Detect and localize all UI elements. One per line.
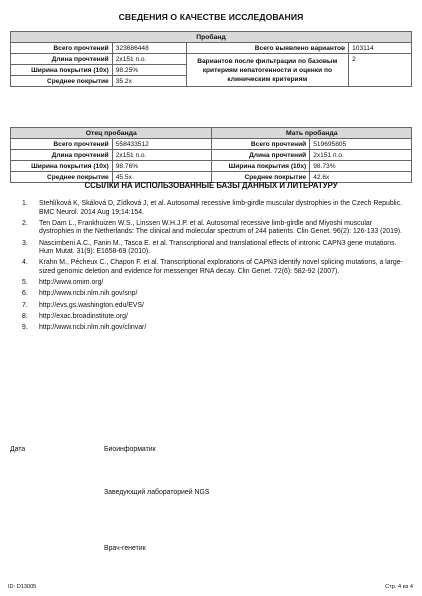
reference-number: 3.: [22, 239, 28, 247]
proband-quality-table: [10, 31, 412, 87]
proband-table-header: Пробанд: [11, 32, 412, 43]
father-total-reads-label: Всего прочтений: [11, 139, 113, 150]
reference-link[interactable]: http://exac.broadinstitute.org/: [39, 312, 128, 320]
mother-read-length-value: 2x151 п.о.: [310, 150, 412, 161]
page-title: СВЕДЕНИЯ О КАЧЕСТВЕ ИССЛЕДОВАНИЯ: [118, 12, 304, 22]
references-title: ССЫЛКИ НА ИСПОЛЬЗОВАННЫЕ БАЗЫ ДАННЫХ И ЛИТЕРАТУРУ: [84, 181, 338, 190]
reference-item: [22, 220, 407, 237]
reference-text: Krahn M., Pécheux C., Chapon F. et al. Transcriptional explorations of CAPN3 identify novel splicing mutations, a large-sized genomic deletion and evidence for messenger RNA decay. Clin Genet. 72(6): 582-92 (2007).: [39, 259, 403, 275]
reference-link[interactable]: http://evs.gs.washington.edu/EVS/: [39, 301, 144, 309]
reference-text: Ten Dam L., Frankhuizen W.S., Linssen W.H.J.P. et al. Autosomal recessive limb-girdle and Miyoshi muscular dystrophies in the Netherlands: The clinical and molecular spectrum of 244 patients. Clin Genet. 96(2): 126-133 (2019).: [39, 219, 402, 236]
proband-total-reads-value: 323686448: [112, 43, 186, 54]
mother-table-header: Мать пробанда: [212, 128, 412, 139]
reference-number: 2.: [22, 219, 28, 227]
reference-link[interactable]: http://www.ncbi.nlm.nih.gov/snp/: [39, 290, 138, 298]
date-label: Дата: [10, 446, 26, 453]
reference-item: [22, 240, 407, 257]
father-coverage-width-label: Ширина покрытия (10х): [11, 161, 113, 172]
mother-mean-coverage-label: Среднее покрытие: [212, 172, 310, 183]
reference-number: 4.: [22, 259, 28, 267]
proband-total-reads-label: Всего прочтений: [11, 43, 113, 54]
reference-link-item[interactable]: [22, 313, 407, 322]
reference-link-item[interactable]: [22, 324, 407, 333]
mother-total-reads-value: 519695805: [310, 139, 412, 150]
geneticist-label: Врач-генетик: [104, 545, 146, 552]
father-coverage-width-value: 98.76%: [112, 161, 212, 172]
reference-number: 1.: [22, 200, 28, 207]
mother-coverage-width-value: 98.73%: [310, 161, 412, 172]
footer-document-id: ID: D13005: [8, 584, 37, 590]
footer-page-number: Стр. 4 из 4: [385, 584, 413, 590]
parents-quality-table: [10, 127, 412, 183]
mother-coverage-width-label: Ширина покрытия (10х): [212, 161, 310, 172]
bioinformatics-label: Биоинформатик: [104, 446, 156, 453]
reference-item: [22, 259, 407, 276]
references-list: [22, 200, 407, 335]
reference-text: Nascimbeni A.C., Fanin M., Tasca E. et al. Transcriptional and translational effects of intronic CAPN3 gene mutations. Hum Mutat. 31(9): E1658-69 (2010).: [39, 239, 397, 256]
proband-variants-filtered-label: Вариантов после фильтрации по базовым критериям непатогенности и оценки по клиническим критериям: [186, 54, 349, 87]
reference-item: [22, 200, 407, 217]
father-mean-coverage-label: Среднее покрытие: [11, 172, 113, 183]
mother-mean-coverage-value: 42.6х: [310, 172, 412, 183]
proband-coverage-width-label: Ширина покрытия (10х): [11, 65, 113, 76]
proband-variants-total-label: Всего выявлено вариантов: [186, 43, 349, 54]
reference-number: 9.: [22, 323, 28, 331]
reference-link[interactable]: http://www.omim.org/: [39, 279, 104, 287]
mother-read-length-label: Длина прочтений: [212, 150, 310, 161]
proband-read-length-label: Длина прочтений: [11, 54, 113, 65]
father-mean-coverage-value: 45.5х: [112, 172, 212, 183]
proband-mean-coverage-label: Среднее покрытие: [11, 76, 113, 87]
reference-link-item[interactable]: [22, 302, 407, 311]
reference-number: 6.: [22, 290, 28, 298]
reference-link[interactable]: http://www.ncbi.nlm.nih.gov/clinvar/: [39, 323, 147, 331]
reference-number: 5.: [22, 279, 28, 287]
reference-link-item[interactable]: [22, 279, 407, 288]
father-total-reads-value: 558433512: [112, 139, 212, 150]
reference-number: 7.: [22, 301, 28, 309]
proband-coverage-width-value: 98.25%: [112, 65, 186, 76]
lab-head-label: Заведующий лабораторией NGS: [104, 489, 210, 496]
reference-number: 8.: [22, 312, 28, 320]
father-read-length-value: 2x151 п.о.: [112, 150, 212, 161]
proband-variants-filtered-value: 2: [349, 54, 412, 87]
proband-mean-coverage-value: 35.2х: [112, 76, 186, 87]
mother-total-reads-label: Всего прочтений: [212, 139, 310, 150]
proband-variants-total-value: 103114: [349, 43, 412, 54]
reference-link-item[interactable]: [22, 290, 407, 299]
father-read-length-label: Длина прочтений: [11, 150, 113, 161]
father-table-header: Отец пробанда: [11, 128, 212, 139]
reference-text: Stehlíková K, Skálová D, Zídková J, et al. Autosomal recessive limb-girdle muscular dystrophies in the Czech Republic. BMC Neurol. 2014 Aug 19;14:154.: [39, 200, 403, 216]
proband-read-length-value: 2x151 п.о.: [112, 54, 186, 65]
